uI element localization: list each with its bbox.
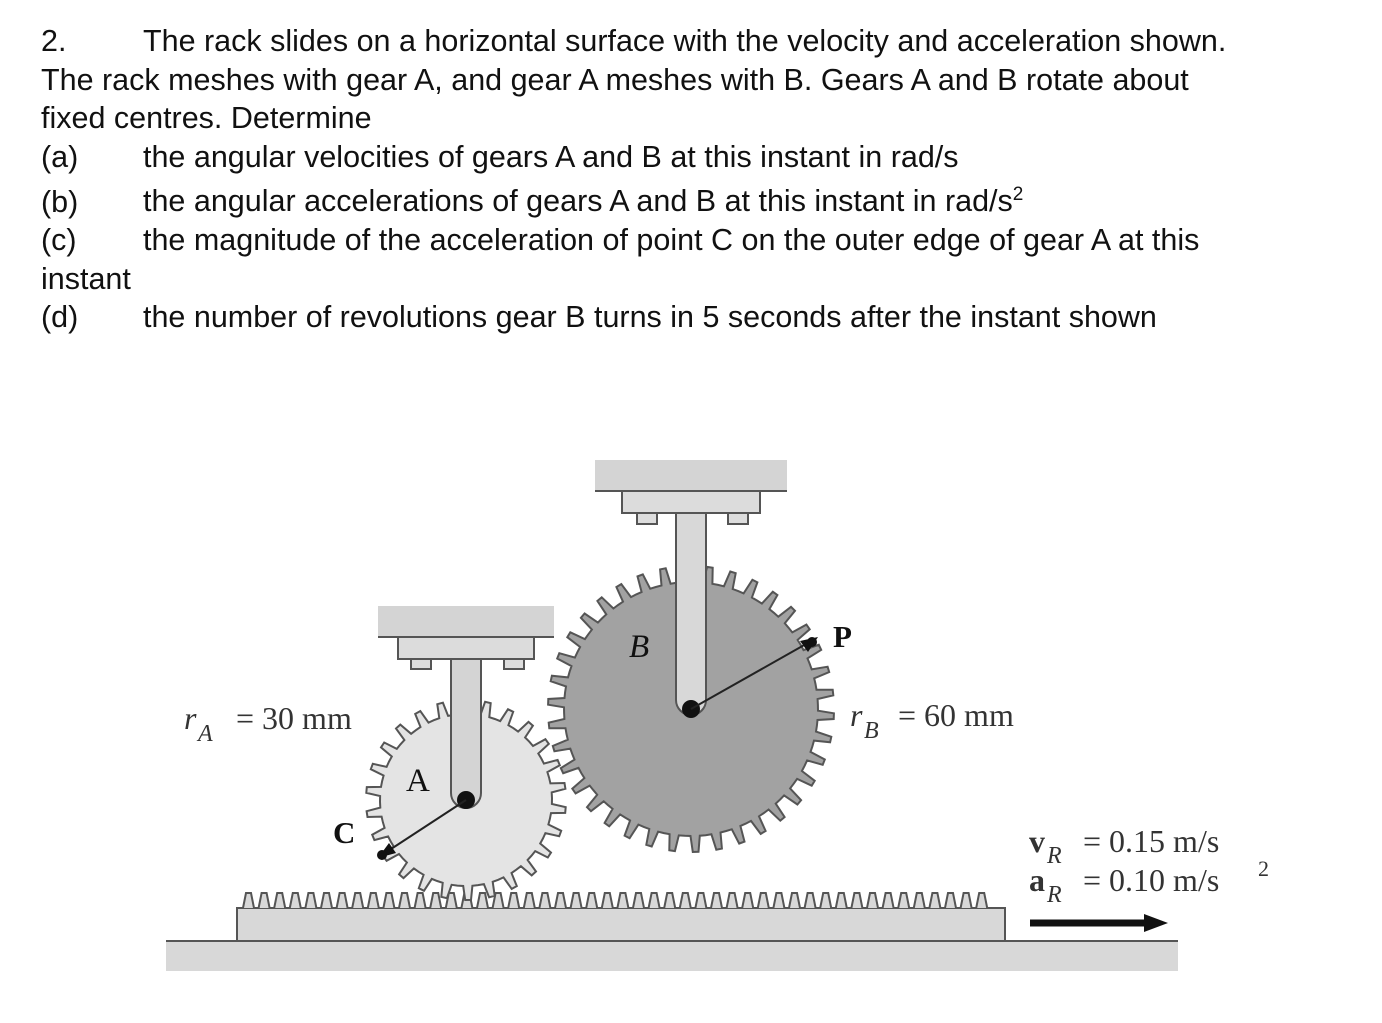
ar-superscript: 2 (1258, 856, 1269, 881)
gear-b-bolt-left (637, 513, 657, 524)
gear-b-support-plate (595, 460, 787, 491)
part-b-text: the angular accelerations of gears A and B at this instant in rad/s (143, 184, 1013, 219)
ar-symbol: a (1029, 862, 1045, 898)
vr-value: = 0.15 m/s (1083, 823, 1220, 859)
rack-motion-arrowhead (1144, 914, 1168, 932)
gear-a-bracket (398, 637, 534, 659)
ar-value: = 0.10 m/s (1083, 862, 1220, 898)
ra-value: = 30 mm (236, 700, 352, 736)
point-c-label: C (333, 815, 356, 850)
gear-a-label: A (406, 763, 430, 799)
rb-symbol: r (850, 697, 863, 733)
gear-a-bolt-right (504, 659, 524, 669)
problem-intro-1: The rack slides on a horizontal surface with the velocity and acceleration shown. (143, 24, 1227, 58)
point-p-marker (807, 637, 817, 647)
gear-b-arm (676, 513, 706, 715)
gear-b-label: B (629, 629, 650, 665)
ra-subscript: A (198, 721, 213, 747)
part-b-label: (b) (41, 184, 79, 219)
ra-symbol: r (184, 700, 197, 736)
rb-subscript: B (864, 718, 879, 744)
part-a-label: (a) (41, 139, 79, 174)
rack-body (237, 908, 1005, 941)
part-b-superscript: 2 (1012, 184, 1024, 206)
part-c-text: the magnitude of the acceleration of point C on the outer edge of gear A at this (143, 223, 1200, 258)
part-c-continuation: instant (41, 261, 131, 296)
rb-value: = 60 mm (898, 697, 1014, 733)
gear-b-bracket (622, 491, 760, 513)
point-c-marker (377, 850, 387, 860)
gear-a-bolt-left (411, 659, 431, 669)
part-d-label: (d) (41, 300, 79, 335)
vr-symbol: v (1029, 823, 1045, 859)
part-c-label: (c) (41, 223, 77, 258)
problem-line-2: The rack meshes with gear A, and gear A meshes with B. Gears A and B rotate about (41, 62, 1189, 97)
gear-a-arm (451, 659, 481, 808)
part-d-text: the number of revolutions gear B turns in 5 seconds after the instant shown (143, 300, 1157, 335)
point-p-label: P (833, 619, 852, 654)
problem-number: 2. (41, 24, 67, 58)
gear-a-support-plate (378, 606, 554, 637)
ground-surface (166, 941, 1178, 971)
ar-subscript: R (1047, 882, 1062, 908)
gear-b-bolt-right (728, 513, 748, 524)
part-a-text: the angular velocities of gears A and B at this instant in rad/s (143, 139, 959, 174)
rack-teeth (243, 893, 992, 908)
vr-subscript: R (1047, 843, 1062, 869)
problem-line-3: fixed centres. Determine (41, 101, 372, 136)
